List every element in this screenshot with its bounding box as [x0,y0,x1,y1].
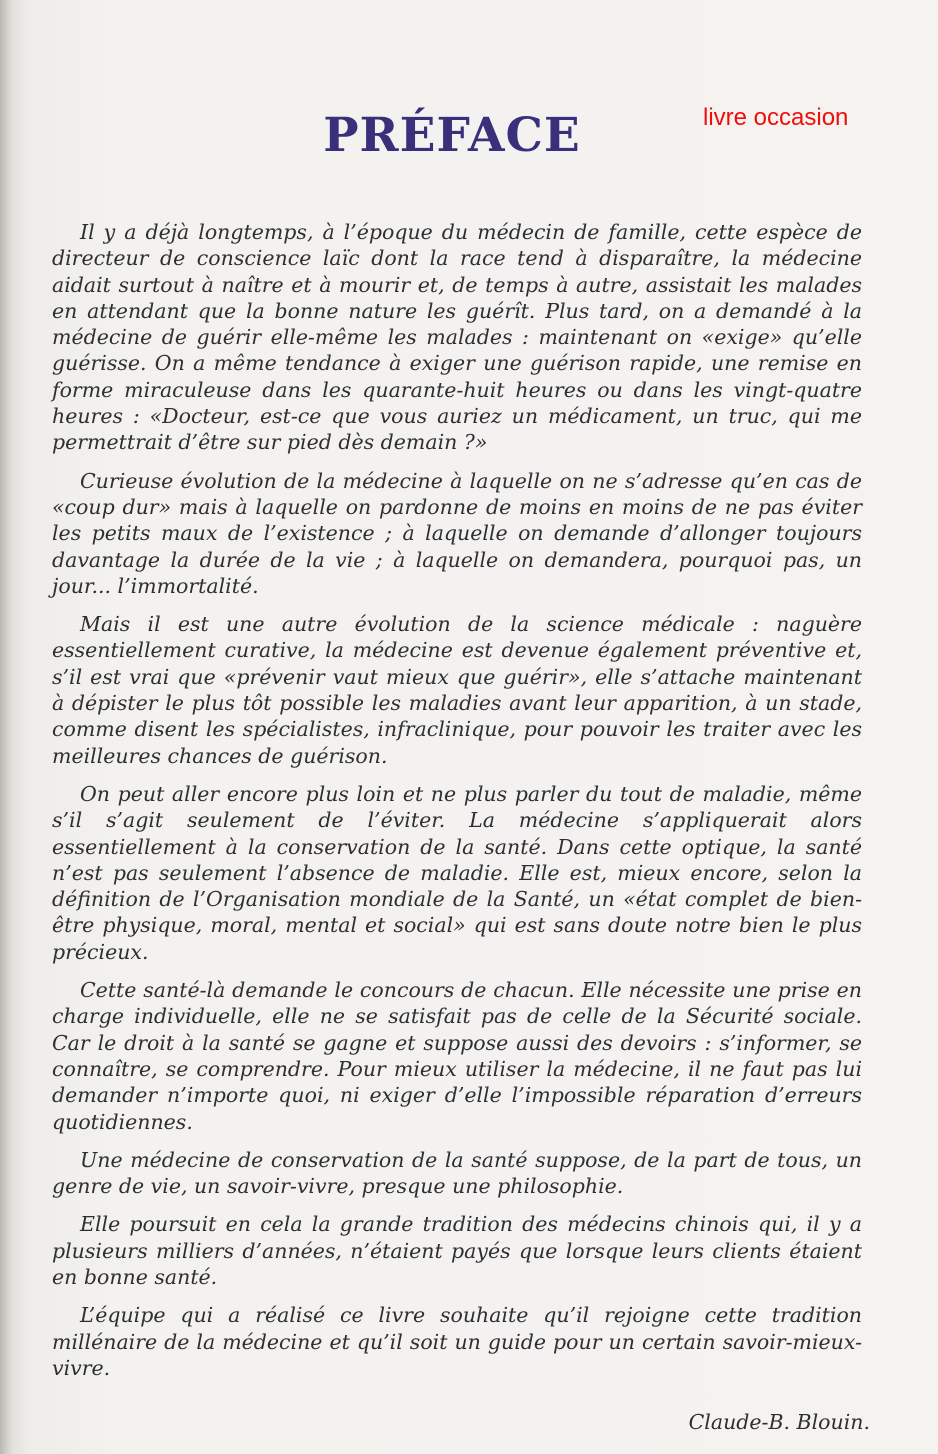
paragraph: Mais il est une autre évolution de la science médicale : naguère essentiellement curative, la médecine est devenue également préventive et, s’il est vrai que «prévenir vaut mieux que guérir», elle s’attache maintenant à dépister le plus tôt possible les maladies avant leur apparition, à un stade, comme disent les spécialistes, infraclinique, pour pouvoir les traiter avec les meilleures chances de guérison. [52,612,862,768]
paragraph: Cette santé-là demande le concours de chacun. Elle nécessite une prise en charge individuelle, elle ne se satisfait pas de celle de la Sécurité sociale. Car le droit à la santé se gagne et suppose aussi des devoirs : s’informer, se connaître, se comprendre. Pour mieux utiliser la médecine, il ne faut pas lui demander n’importe quoi, ni exiger d’elle l’impossible réparation d’erreurs quotidiennes. [52,978,862,1134]
paragraph: Elle poursuit en cela la grande tradition des médecins chinois qui, il y a plusieurs milliers d’années, n’étaient payés que lorsque leurs clients étaient en bonne santé. [52,1212,862,1289]
paragraph: L’équipe qui a réalisé ce livre souhaite qu’il rejoigne cette tradition millénaire de la médecine et qu’il soit un guide pour un certain savoir-mieux-vivre. [52,1303,862,1380]
paragraph: On peut aller encore plus loin et ne plus parler du tout de maladie, même s’il s’agit seulement de l’éviter. La médecine s’appliquerait alors essentiellement à la conservation de la santé. Dans cette optique, la santé n’est pas seulement l’absence de maladie. Elle est, mieux encore, selon la définition de l’Organisation mondiale de la Santé, un «état complet de bien-être physique, moral, mental et social» qui est sans doute notre bien le plus précieux. [52,781,862,964]
paragraph: Curieuse évolution de la médecine à laquelle on ne s’adresse qu’en cas de «coup dur» mais à laquelle on pardonne de moins en moins de ne pas éviter les petits maux de l’existence ; à laquelle on demande d’allonger toujours davantage la durée de la vie ; à laquelle on demandera, pourquoi pas, un jour... l’immortalité. [52,468,862,598]
paragraph: Il y a déjà longtemps, à l’époque du médecin de famille, cette espèce de directeur de conscience laïc dont la race tend à disparaître, la médecine aidait surtout à naître et à mourir et, de temps à autre, assistait les malades en attendant que la bonne nature les guérît. Plus tard, on a demandé à la médecine de guérir elle-même les malades : maintenant on «exige» qu’elle guérisse. On a même tendance à exiger une guérison rapide, une remise en forme miraculeuse dans les quarante-huit heures ou dans les vingt-quatre heures : «Docteur, est-ce que vous auriez un médicament, un truc, qui me permettrait d’être sur pied dès demain ?» [52,220,862,455]
author-signature: Claude-B. Blouin. [688,1410,870,1434]
preface-body [52,219,862,1393]
paragraph: Une médecine de conservation de la santé suppose, de la part de tous, un genre de vie, un savoir-vivre, presque une philosophie. [52,1147,862,1199]
page-binding-shadow [0,0,14,1454]
page-title: PRÉFACE [323,108,581,163]
watermark-label: livre occasion [703,104,849,131]
